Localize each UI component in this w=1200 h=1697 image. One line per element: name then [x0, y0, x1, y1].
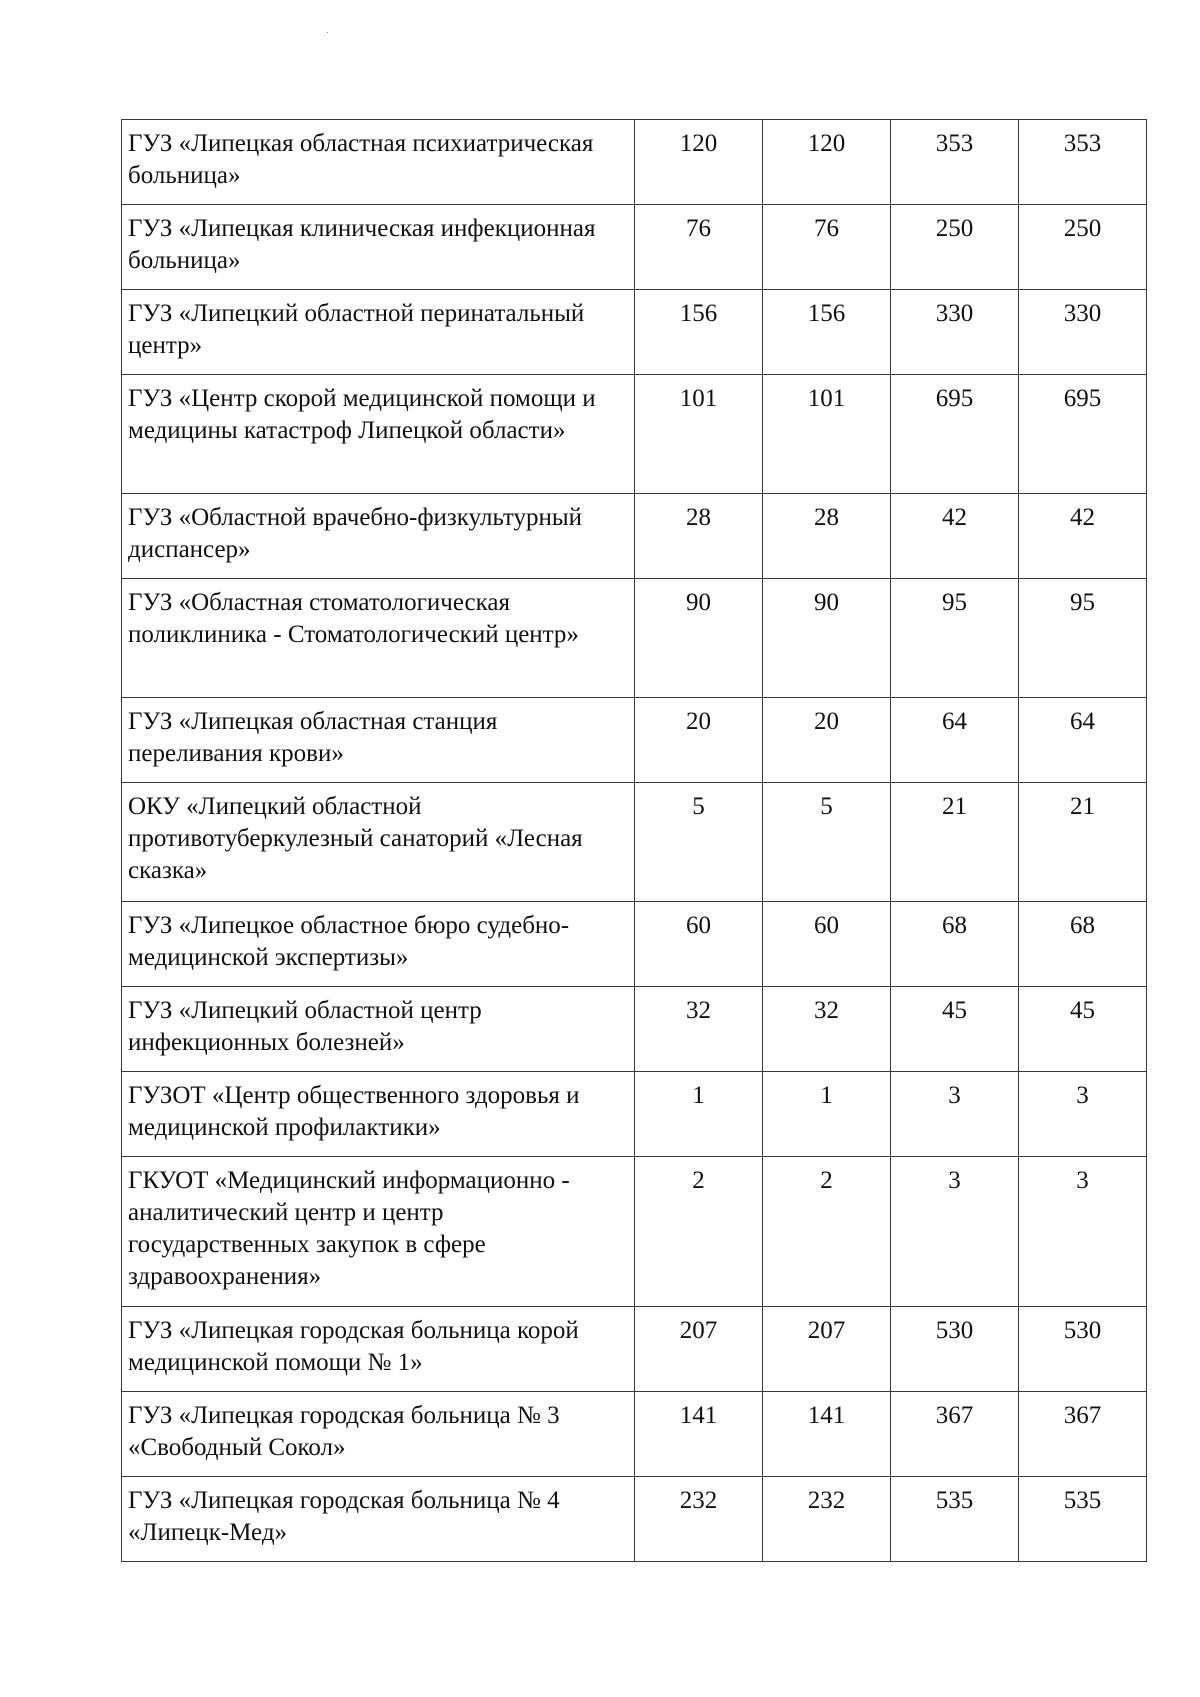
- value-cell-4: 21: [1019, 783, 1147, 902]
- institution-name-cell: ГУЗ «Липецкая областная психиатрическая больница»: [122, 120, 635, 205]
- table-row: [122, 1157, 1147, 1307]
- value-cell-2: 20: [763, 698, 891, 783]
- value-cell-2: 120: [763, 120, 891, 205]
- value-cell-2: 156: [763, 290, 891, 375]
- value-cell-2: 28: [763, 494, 891, 579]
- table-row: [122, 783, 1147, 902]
- institution-name-cell: ГУЗ «Областная стоматологическая поликлиника - Стоматологический центр»: [122, 579, 635, 698]
- value-cell-1: 5: [635, 783, 763, 902]
- value-cell-1: 20: [635, 698, 763, 783]
- value-cell-1: 60: [635, 902, 763, 987]
- value-cell-1: 28: [635, 494, 763, 579]
- table-body: [122, 120, 1147, 1562]
- value-cell-2: 141: [763, 1392, 891, 1477]
- value-cell-2: 232: [763, 1477, 891, 1562]
- value-cell-4: 3: [1019, 1157, 1147, 1307]
- value-cell-2: 90: [763, 579, 891, 698]
- value-cell-4: 45: [1019, 987, 1147, 1072]
- value-cell-3: 695: [891, 375, 1019, 494]
- table-row: [122, 1307, 1147, 1392]
- value-cell-1: 207: [635, 1307, 763, 1392]
- value-cell-1: 32: [635, 987, 763, 1072]
- value-cell-2: 60: [763, 902, 891, 987]
- institution-name-cell: ГКУОТ «Медицинский информационно - аналитический центр и центр государственных закупок в сфере здравоохранения»: [122, 1157, 635, 1307]
- value-cell-1: 141: [635, 1392, 763, 1477]
- scan-artifact: [327, 32, 328, 33]
- value-cell-4: 68: [1019, 902, 1147, 987]
- institution-name-cell: ГУЗ «Липецкая городская больница корой медицинской помощи № 1»: [122, 1307, 635, 1392]
- institution-name-cell: ГУЗ «Липецкая городская больница № 3 «Свободный Сокол»: [122, 1392, 635, 1477]
- table-row: [122, 902, 1147, 987]
- value-cell-3: 3: [891, 1157, 1019, 1307]
- institution-name-cell: ГУЗ «Липецкая областная станция переливания крови»: [122, 698, 635, 783]
- value-cell-3: 64: [891, 698, 1019, 783]
- value-cell-4: 530: [1019, 1307, 1147, 1392]
- value-cell-4: 42: [1019, 494, 1147, 579]
- institution-name-cell: ГУЗ «Липецкая клиническая инфекционная больница»: [122, 205, 635, 290]
- table-row: [122, 290, 1147, 375]
- value-cell-2: 2: [763, 1157, 891, 1307]
- value-cell-3: 353: [891, 120, 1019, 205]
- value-cell-1: 232: [635, 1477, 763, 1562]
- value-cell-3: 3: [891, 1072, 1019, 1157]
- value-cell-1: 1: [635, 1072, 763, 1157]
- value-cell-2: 76: [763, 205, 891, 290]
- value-cell-1: 2: [635, 1157, 763, 1307]
- value-cell-4: 535: [1019, 1477, 1147, 1562]
- table-row: [122, 1477, 1147, 1562]
- value-cell-3: 530: [891, 1307, 1019, 1392]
- institution-name-cell: ГУЗ «Липецкое областное бюро судебно-медицинской экспертизы»: [122, 902, 635, 987]
- value-cell-3: 42: [891, 494, 1019, 579]
- table-row: [122, 987, 1147, 1072]
- table-row: [122, 579, 1147, 698]
- value-cell-4: 353: [1019, 120, 1147, 205]
- value-cell-4: 330: [1019, 290, 1147, 375]
- institution-name-cell: ГУЗ «Центр скорой медицинской помощи и медицины катастроф Липецкой области»: [122, 375, 635, 494]
- value-cell-4: 250: [1019, 205, 1147, 290]
- institution-name-cell: ОКУ «Липецкий областной противотуберкулезный санаторий «Лесная сказка»: [122, 783, 635, 902]
- value-cell-3: 21: [891, 783, 1019, 902]
- institution-name-cell: ГУЗ «Областной врачебно-физкультурный диспансер»: [122, 494, 635, 579]
- value-cell-2: 207: [763, 1307, 891, 1392]
- value-cell-3: 250: [891, 205, 1019, 290]
- value-cell-2: 32: [763, 987, 891, 1072]
- table-row: [122, 494, 1147, 579]
- value-cell-4: 3: [1019, 1072, 1147, 1157]
- value-cell-3: 367: [891, 1392, 1019, 1477]
- value-cell-2: 1: [763, 1072, 891, 1157]
- value-cell-2: 101: [763, 375, 891, 494]
- institution-name-cell: ГУЗ «Липецкий областной центр инфекционных болезней»: [122, 987, 635, 1072]
- value-cell-4: 695: [1019, 375, 1147, 494]
- institution-name-cell: ГУЗ «Липецкий областной перинатальный центр»: [122, 290, 635, 375]
- value-cell-1: 90: [635, 579, 763, 698]
- table-row: [122, 120, 1147, 205]
- value-cell-4: 95: [1019, 579, 1147, 698]
- institution-name-cell: ГУЗОТ «Центр общественного здоровья и медицинской профилактики»: [122, 1072, 635, 1157]
- table-row: [122, 1392, 1147, 1477]
- value-cell-3: 95: [891, 579, 1019, 698]
- value-cell-1: 156: [635, 290, 763, 375]
- value-cell-1: 101: [635, 375, 763, 494]
- value-cell-3: 45: [891, 987, 1019, 1072]
- value-cell-3: 535: [891, 1477, 1019, 1562]
- value-cell-4: 367: [1019, 1392, 1147, 1477]
- value-cell-2: 5: [763, 783, 891, 902]
- value-cell-1: 76: [635, 205, 763, 290]
- value-cell-1: 120: [635, 120, 763, 205]
- institution-name-cell: ГУЗ «Липецкая городская больница № 4 «Липецк-Мед»: [122, 1477, 635, 1562]
- value-cell-3: 330: [891, 290, 1019, 375]
- table-row: [122, 698, 1147, 783]
- table-row: [122, 1072, 1147, 1157]
- value-cell-4: 64: [1019, 698, 1147, 783]
- institutions-table: [121, 119, 1147, 1562]
- table-row: [122, 375, 1147, 494]
- value-cell-3: 68: [891, 902, 1019, 987]
- table-row: [122, 205, 1147, 290]
